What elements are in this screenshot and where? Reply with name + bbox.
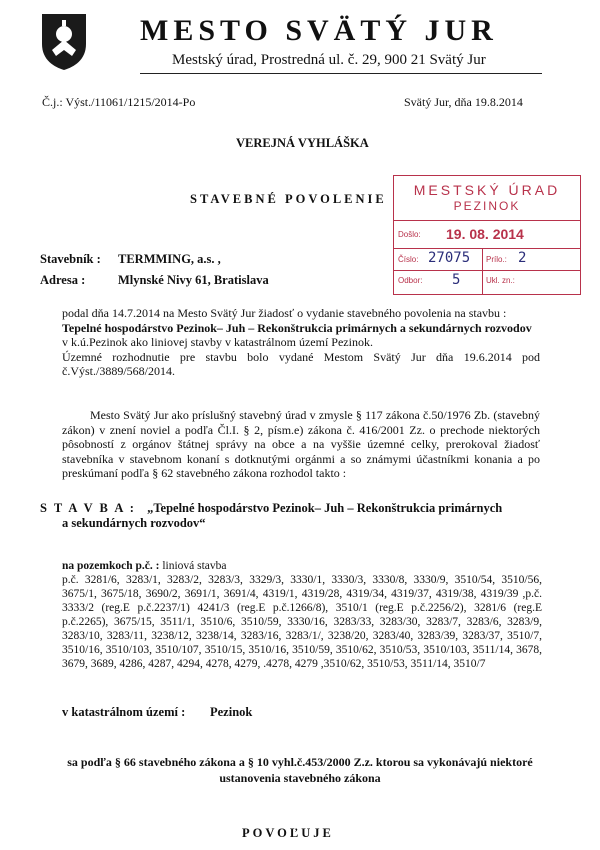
stavba-name-line1: „Tepelné hospodárstvo Pezinok– Juh – Rekonštrukcia primárnych — [147, 501, 503, 515]
stamp-office: MESTSKÝ ÚRAD — [413, 182, 561, 198]
intro-line: v k.ú.Pezinok ako liniovej stavby v katastrálnom území Pezinok. — [62, 335, 373, 350]
intro-line: podal dňa 14.7.2014 na Mesto Svätý Jur žiadosť o vydanie stavebného povolenia na stavbu : — [62, 306, 507, 320]
reference-number: Č.j.: Výst./11061/1215/2014-Po — [42, 95, 196, 109]
header-divider — [140, 73, 542, 74]
project-name: Tepelné hospodárstvo Pezinok– Juh – Rekonštrukcia primárnych a sekundárnych rozvodov — [62, 320, 532, 335]
office-address: Mestský úrad, Prostredná ul. č. 29, 900 21 Svätý Jur — [172, 52, 486, 68]
stamp-number-label: Číslo: — [398, 255, 419, 264]
stamp-department-value: 5 — [452, 272, 461, 288]
stamp-received-label: Došlo: — [398, 230, 421, 239]
stavba-name-line2: a sekundárnych rozvodov“ — [62, 516, 206, 530]
town-title: MESTO SVÄTÝ JUR — [140, 14, 498, 47]
stamp-number-value: 27075 — [428, 250, 471, 266]
town-crest-icon — [38, 10, 90, 72]
stavba-label: S T A V B A : — [40, 501, 136, 515]
builder-label: Stavebník : — [40, 252, 101, 266]
parcels-type: liniová stavba — [159, 560, 227, 572]
builder-value: TERMMING, a.s. , — [118, 252, 221, 266]
notice-title: VEREJNÁ VYHLÁŠKA — [236, 136, 369, 150]
stamp-department-label: Odbor: — [398, 276, 423, 285]
stamp-attachments-label: Prílo.: — [486, 255, 507, 264]
parcel-list: p.č. 3281/6, 3283/1, 3283/2, 3283/3, 3329/3, 3330/1, 3330/3, 3330/8, 3330/9, 3510/54, 3510/56, 3675/1, 3675/18, 3690/2, 3691/1, 3691/4, 4319/1, 4319/28, 4319/34, 4319/37, 4319/38, 4319/39 ,p.č. 3333/2 (reg.E p.č.2237/1) 4241/3 (reg.E p.č.1266/8), 3510/1 (reg.E p.č.2256/2), 3281/6 (reg.E p.č.2265), 3675/15, 3511/1, 3510/6, 3510/59, 3330/16, 3283/33, 3283/30, 3283/7, 3283/6, 3283/9, 3283/10, 3283/11, 3238/12, 3238/14, 3283/16, 3283/1/, 3238/20, 3283/40, 3283/39, 3283/37, 3510/7, 3510/16, 3510/103, 3510/107, 3510/15, 3510/16, 3510/59, 3510/62, 3510/53, 3510/103, 3511/14, 3678, 3679, 3689, 4286, 4287, 4294, 4278, 4279, .4278, 4279 ,3510/62, 3510/53, 3511/14, 3510/7 — [62, 574, 542, 670]
decision-title: POVOĽUJE — [242, 826, 334, 840]
parcels-label: na pozemkoch p.č. : — [62, 560, 160, 572]
stamp-attachments-value: 2 — [518, 250, 527, 266]
legal-basis-line1: sa podľa § 66 stavebného zákona a § 10 vyhl.č.453/2000 Z.z. ktorou sa vykonávajú niektoré — [67, 755, 533, 769]
stamp-received-date: 19. 08. 2014 — [446, 226, 524, 242]
intro-paragraph — [62, 306, 540, 379]
legal-basis-line2: ustanovenia stavebného zákona — [219, 771, 381, 785]
cadastral-label: v katastrálnom území : — [62, 705, 186, 719]
address-value: Mlynské Nivy 61, Bratislava — [118, 273, 269, 287]
cadastral-value: Pezinok — [210, 705, 253, 719]
stamp-file-label: Ukl. zn.: — [486, 276, 515, 285]
stavba-section — [40, 501, 540, 531]
document-date: Svätý Jur, dňa 19.8.2014 — [404, 95, 523, 109]
received-stamp — [393, 175, 581, 295]
stamp-city: PEZINOK — [453, 199, 521, 213]
address-label: Adresa : — [40, 273, 86, 287]
authority-paragraph — [62, 408, 540, 481]
permit-title: STAVEBNÉ POVOLENIE — [190, 192, 387, 206]
zoning-decision: Územné rozhodnutie pre stavbu bolo vydané Mestom Svätý Jur dňa 19.6.2014 pod č.Výst./3889/568/2014. — [62, 349, 540, 379]
parcels-section — [62, 559, 542, 671]
authority-text: Mesto Svätý Jur ako príslušný stavebný úrad v zmysle § 117 zákona č.50/1976 Zb. (stavebný zákon) v znení noviel a podľa Čl.I. § 2, písm.e) zákona č. 416/2001 Zz. o prechode niektorých pôsobností z orgánov štátnej správy na obce a na vyššie územné celky, prerokoval žiadosť stavebníka v stavebnom konaní s dotknutými orgánmi a so známymi účastníkmi konania a po preskúmaní podľa § 62 stavebného zákona rozhodol takto : — [62, 408, 540, 481]
